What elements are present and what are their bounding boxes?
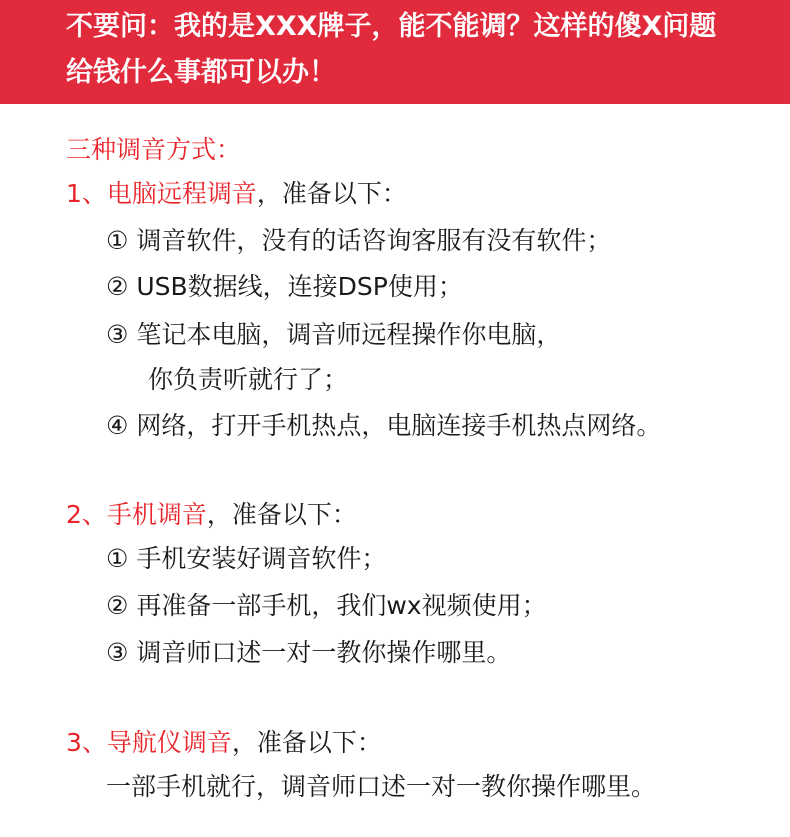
banner-line-2: 给钱什么事都可以办！ bbox=[66, 57, 336, 88]
warning-banner bbox=[0, 0, 790, 104]
section-2-title-highlight: 2、手机调音 bbox=[66, 500, 207, 529]
section-2-item-2: ② 再准备一部手机，我们wx视频使用； bbox=[106, 591, 547, 620]
section-1-title-highlight: 1、电脑远程调音 bbox=[66, 179, 257, 208]
section-1-item-1: ① 调音软件，没有的话咨询客服有没有软件； bbox=[106, 226, 612, 255]
section-1-item-3-cont: 你负责听就行了； bbox=[148, 365, 349, 394]
section-1-item-4: ④ 网络，打开手机热点，电脑连接手机热点网络。 bbox=[106, 411, 662, 440]
section-1-title-rest: ，准备以下： bbox=[256, 179, 407, 208]
section-2-item-1: ① 手机安装好调音软件； bbox=[106, 544, 387, 573]
intro-heading: 三种调音方式： bbox=[66, 135, 242, 164]
section-2-title-rest: ，准备以下： bbox=[206, 500, 357, 529]
section-1-item-3: ③ 笔记本电脑，调音师远程操作你电脑， bbox=[106, 320, 562, 349]
section-2-title bbox=[66, 498, 357, 532]
section-2-item-3: ③ 调音师口述一对一教你操作哪里。 bbox=[106, 638, 512, 667]
section-1-item-2: ② USB数据线，连接DSP使用； bbox=[106, 272, 463, 301]
section-3-title bbox=[66, 726, 382, 760]
section-1-title bbox=[66, 177, 407, 211]
section-3-title-rest: ，准备以下： bbox=[231, 728, 382, 757]
section-3-title-highlight: 3、导航仪调音 bbox=[66, 728, 232, 757]
section-3-item-1: 一部手机就行，调音师口述一对一教你操作哪里。 bbox=[106, 772, 657, 801]
banner-line-1: 不要问：我的是XXX牌子，能不能调？这样的傻X问题 bbox=[66, 11, 717, 42]
